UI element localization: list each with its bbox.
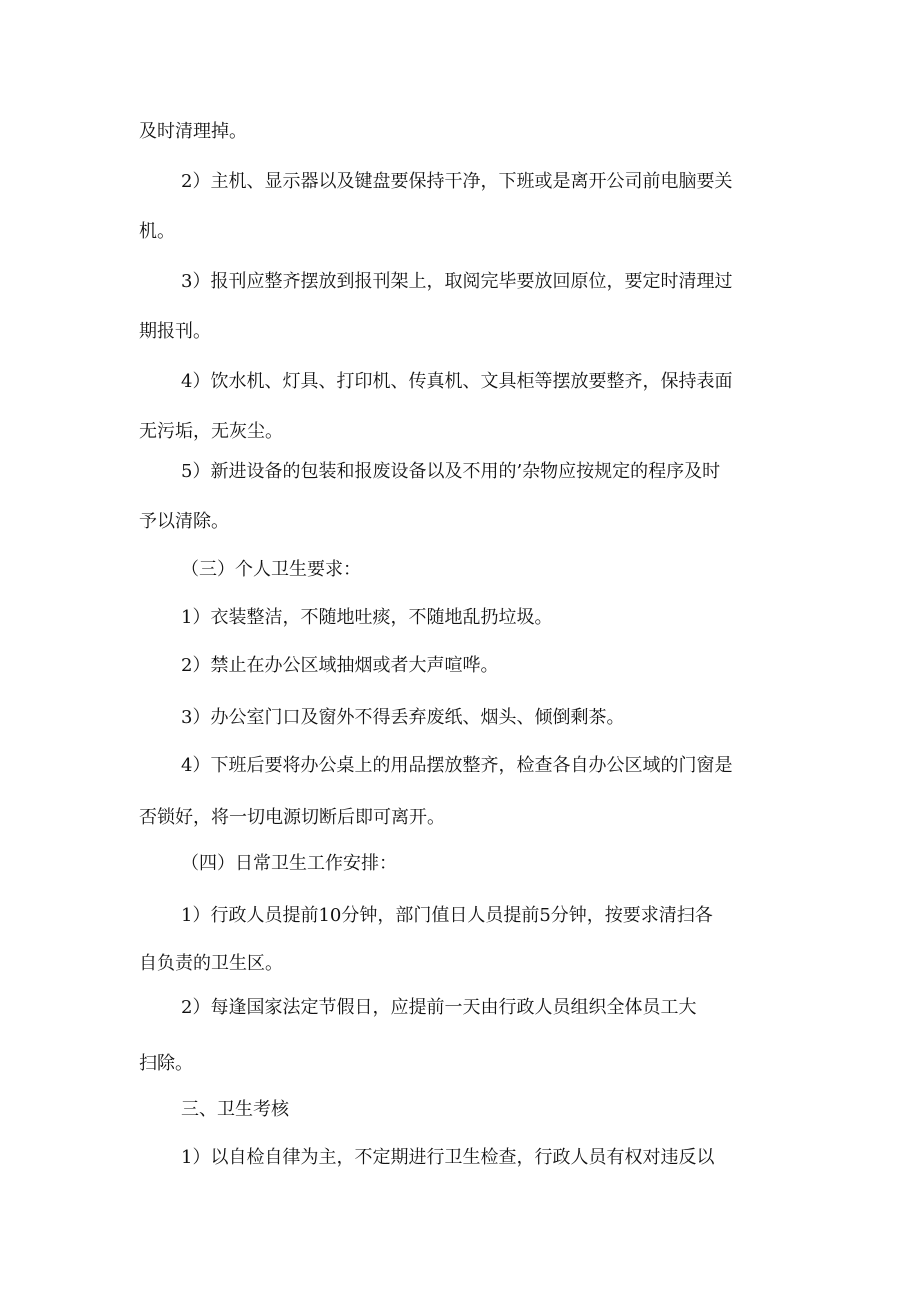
paragraph-line: 予以清除。	[139, 511, 229, 532]
paragraph-line: 2）主机、显示器以及键盘要保持干净，下班或是离开公司前电脑要关	[181, 171, 733, 192]
paragraph-line: 自负责的卫生区。	[139, 953, 283, 974]
paragraph-line: 4）饮水机、灯具、打印机、传真机、文具柜等摆放要整齐，保持表面	[181, 371, 733, 392]
paragraph-line: 无污垢，无灰尘。	[139, 421, 283, 442]
section-heading: （三）个人卫生要求：	[181, 559, 361, 580]
paragraph-line: 1）衣装整洁，不随地吐痰，不随地乱扔垃圾。	[181, 607, 553, 628]
paragraph-line: 扫除。	[139, 1053, 193, 1074]
paragraph-line: 期报刊。	[139, 321, 211, 342]
paragraph-line: 1）以自检自律为主，不定期进行卫生检查，行政人员有权对违反以	[181, 1147, 715, 1168]
paragraph-line: 3）报刊应整齐摆放到报刊架上，取阅完毕要放回原位，要定时清理过	[181, 271, 733, 292]
paragraph-line: 4）下班后要将办公桌上的用品摆放整齐，检查各自办公区域的门窗是	[181, 755, 733, 776]
paragraph-line: 机。	[139, 221, 175, 242]
paragraph-line: 否锁好，将一切电源切断后即可离开。	[139, 807, 445, 828]
section-heading: 三、卫生考核	[181, 1099, 289, 1120]
paragraph-line: 1）行政人员提前10分钟，部门值日人员提前5分钟，按要求清扫各	[181, 905, 713, 926]
paragraph-line: 2）每逢国家法定节假日，应提前一天由行政人员组织全体员工大	[181, 997, 697, 1018]
paragraph-line: 及时清理掉。	[139, 121, 247, 142]
paragraph-line: 3）办公室门口及窗外不得丢弃废纸、烟头、倾倒剩茶。	[181, 707, 625, 728]
paragraph-line: 5）新进设备的包装和报废设备以及不用的’杂物应按规定的程序及时	[181, 461, 721, 482]
paragraph-line: 2）禁止在办公区域抽烟或者大声喧哗。	[181, 655, 499, 676]
section-heading: （四）日常卫生工作安排：	[181, 853, 397, 874]
